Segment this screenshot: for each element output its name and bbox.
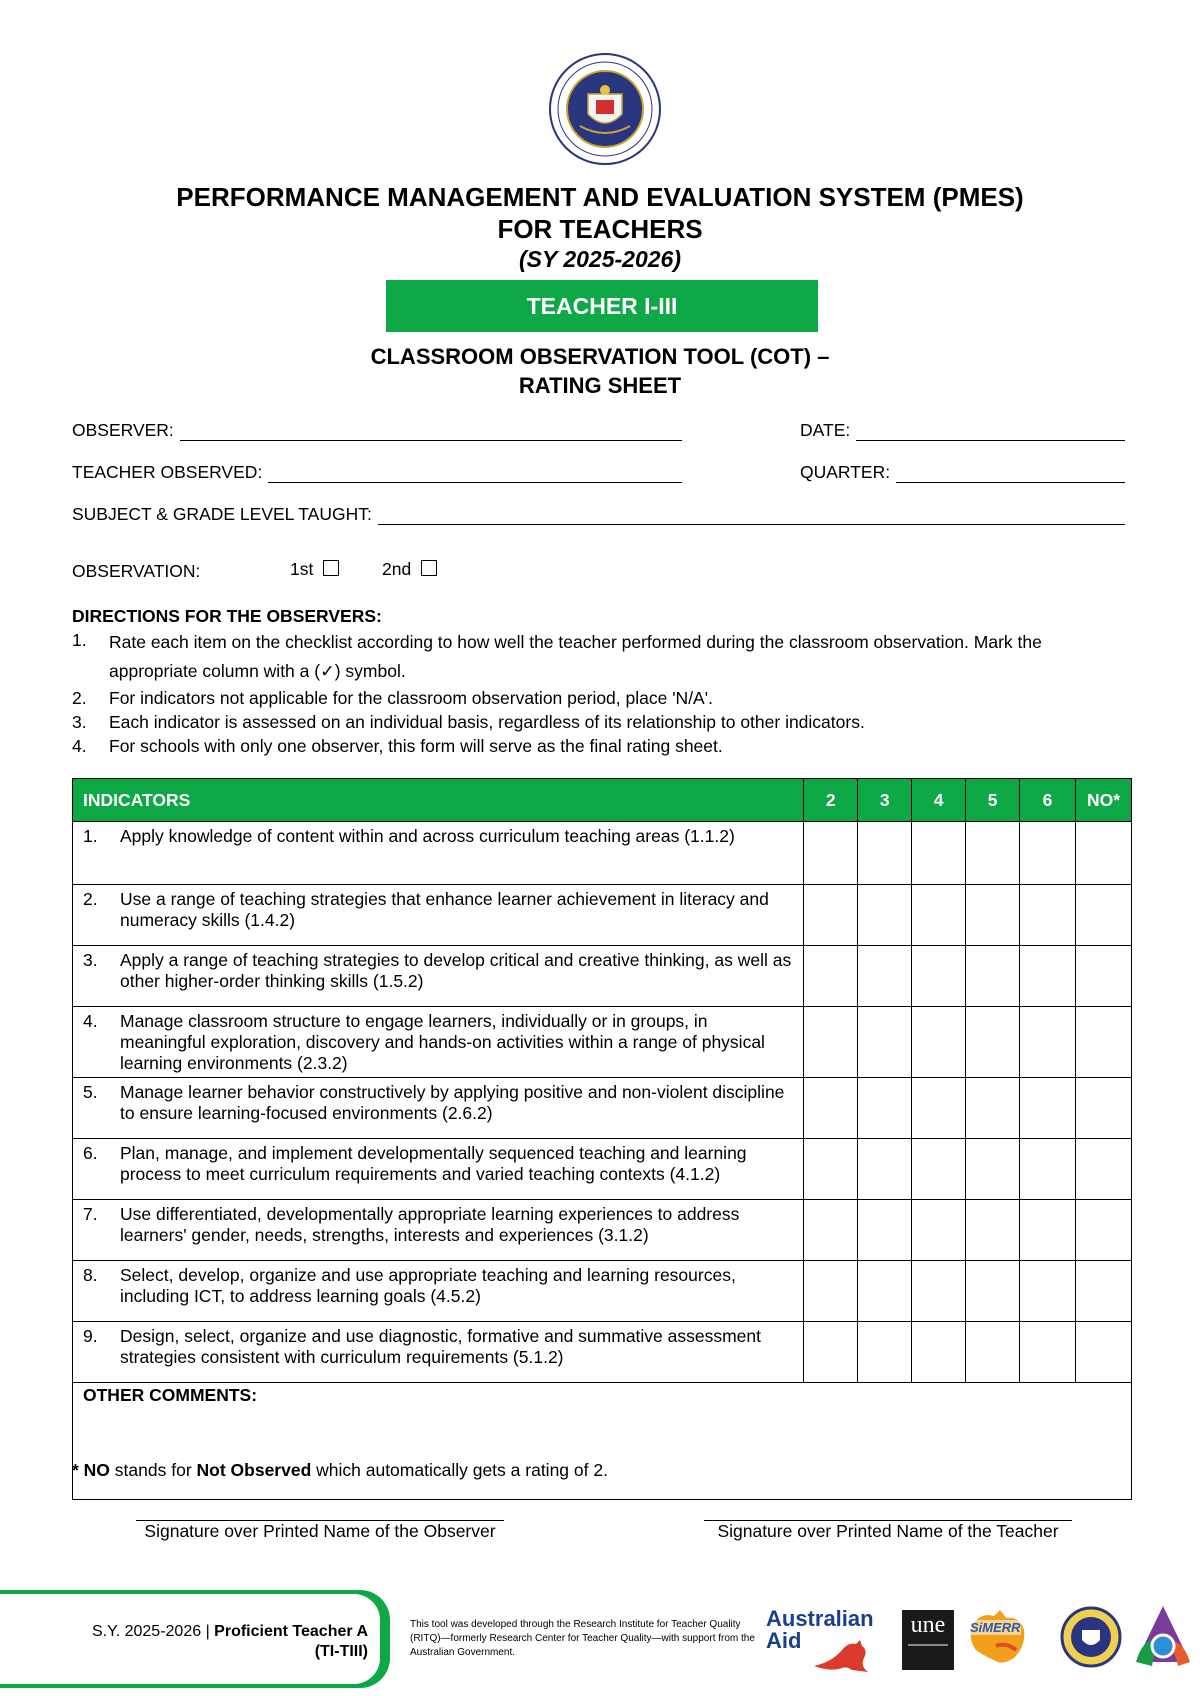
note-rest: which automatically gets a rating of 2. [311, 1460, 608, 1480]
table-row [73, 1007, 1132, 1078]
teacher-observed-label: TEACHER OBSERVED: [72, 462, 263, 482]
rating-cell-4[interactable] [912, 1007, 966, 1078]
table-row [73, 946, 1132, 1007]
indicator-content [83, 950, 793, 992]
rating-cell-6[interactable] [1020, 822, 1076, 885]
aus-aid-line2: Aid [766, 1628, 802, 1653]
ritq-logo [1132, 1604, 1194, 1670]
rating-cell-5[interactable] [966, 822, 1020, 885]
aus-aid-line1: Australian [766, 1606, 874, 1631]
quarter-line[interactable] [896, 464, 1125, 483]
rating-cell-5[interactable] [966, 1261, 1020, 1322]
rating-cell-no[interactable] [1075, 1139, 1131, 1200]
indicator-content [83, 1011, 793, 1074]
directions-heading: DIRECTIONS FOR THE OBSERVERS: [72, 606, 382, 626]
rating-cell-6[interactable] [1020, 1139, 1076, 1200]
direction-text: Rate each item on the checklist according to how well the teacher performed during the classroom observation. Mark the appropriate column with a (✓) symbol. [109, 632, 1042, 681]
direction-item [72, 628, 1092, 686]
rating-cell-2[interactable] [804, 1200, 858, 1261]
table-row [73, 1200, 1132, 1261]
indicator-number: 2. [83, 889, 98, 909]
indicators-table [72, 778, 1132, 1500]
indicator-number: 6. [83, 1143, 98, 1163]
table-row [73, 885, 1132, 946]
rating-cell-2[interactable] [804, 822, 858, 885]
rating-cell-4[interactable] [912, 822, 966, 885]
indicator-cell [73, 885, 804, 946]
footer-school-year [62, 1622, 368, 1662]
header-rating-3: 3 [858, 779, 912, 822]
observation-first-label: 1st [290, 559, 314, 579]
rating-cell-no[interactable] [1075, 885, 1131, 946]
rating-cell-3[interactable] [858, 1139, 912, 1200]
direction-num: 2. [72, 688, 87, 708]
indicator-content [83, 889, 793, 931]
rating-cell-3[interactable] [858, 1200, 912, 1261]
direction-item [72, 710, 1092, 734]
direction-num: 3. [72, 712, 87, 732]
table-row [73, 1322, 1132, 1383]
note-stands-for: stands for [109, 1460, 197, 1480]
rating-cell-5[interactable] [966, 885, 1020, 946]
indicator-cell [73, 1261, 804, 1322]
note-no: * NO [72, 1460, 110, 1480]
rating-cell-6[interactable] [1020, 1007, 1076, 1078]
rating-cell-no[interactable] [1075, 1261, 1131, 1322]
date-line[interactable] [856, 422, 1125, 441]
indicator-number: 7. [83, 1204, 98, 1224]
australia-map-icon [966, 1606, 1030, 1670]
indicator-text: Plan, manage, and implement developmentally sequenced teaching and learning process to meet curriculum requirements and varied teaching contexts (4.1.2) [120, 1143, 747, 1184]
rating-cell-4[interactable] [912, 1261, 966, 1322]
teacher-signature-label: Signature over Printed Name of the Teacher [717, 1521, 1059, 1541]
rating-cell-5[interactable] [966, 1139, 1020, 1200]
rating-cell-6[interactable] [1020, 946, 1076, 1007]
observation-first[interactable] [290, 559, 339, 580]
indicator-cell [73, 946, 804, 1007]
date-label: DATE: [800, 420, 851, 440]
header-not-observed: NO* [1075, 779, 1131, 822]
indicator-number: 8. [83, 1265, 98, 1285]
deped-seal [548, 52, 662, 166]
australian-aid-logo [766, 1608, 886, 1678]
direction-text: For schools with only one observer, this form will serve as the final rating sheet. [109, 736, 723, 756]
school-year: (SY 2025-2026) [519, 246, 681, 272]
indicator-cell [73, 1200, 804, 1261]
rating-cell-2[interactable] [804, 1139, 858, 1200]
indicator-cell [73, 1078, 804, 1139]
rating-cell-2[interactable] [804, 1322, 858, 1383]
teacher-observed-line[interactable] [268, 464, 682, 483]
rating-cell-3[interactable] [858, 885, 912, 946]
indicator-content [83, 1204, 793, 1246]
rating-cell-3[interactable] [858, 1322, 912, 1383]
direction-item [72, 686, 1092, 710]
table-row [73, 1078, 1132, 1139]
rating-cell-4[interactable] [912, 946, 966, 1007]
rating-cell-3[interactable] [858, 946, 912, 1007]
indicator-text: Design, select, organize and use diagnostic, formative and summative assessment strategies consistent with curriculum requirements (5.1.2) [120, 1326, 762, 1367]
une-text: une [910, 1612, 946, 1638]
rating-cell-no[interactable] [1075, 1322, 1131, 1383]
indicator-number: 4. [83, 1011, 98, 1031]
direction-num: 4. [72, 736, 87, 756]
observation-second-label: 2nd [382, 559, 412, 579]
subject-grade-label: SUBJECT & GRADE LEVEL TAUGHT: [72, 504, 372, 524]
rating-cell-5[interactable] [966, 946, 1020, 1007]
indicator-content [83, 1326, 793, 1368]
deped-seal-small [1060, 1606, 1122, 1668]
observation-first-checkbox[interactable] [323, 560, 339, 576]
document-title: PERFORMANCE MANAGEMENT AND EVALUATION SYSTEM (PMES) [176, 182, 1024, 212]
indicator-content [83, 1265, 793, 1307]
observation-label: OBSERVATION: [72, 561, 201, 581]
teacher-level-banner: TEACHER I-III [386, 280, 818, 332]
cot-subtitle: RATING SHEET [518, 373, 682, 398]
indicator-text: Apply a range of teaching strategies to develop critical and creative thinking, as well as other higher-order thinking skills (1.5.2) [120, 950, 792, 991]
simerr-text: SiMERR [970, 1620, 1021, 1635]
observer-label: OBSERVER: [72, 420, 174, 440]
header-rating-4: 4 [912, 779, 966, 822]
header-indicators: INDICATORS [73, 779, 804, 822]
rating-cell-3[interactable] [858, 1007, 912, 1078]
rating-cell-4[interactable] [912, 1200, 966, 1261]
rating-cell-2[interactable] [804, 885, 858, 946]
indicator-cell [73, 1139, 804, 1200]
subject-grade-line[interactable] [378, 506, 1125, 525]
rating-cell-no[interactable] [1075, 1200, 1131, 1261]
footer-note: This tool was developed through the Research Institute for Teacher Quality (RITQ)—formerly Research Center for Teacher Quality—with support from the Australian Government. [410, 1619, 755, 1658]
header-rating-2: 2 [804, 779, 858, 822]
indicator-number: 1. [83, 826, 98, 846]
not-observed-note [72, 1460, 608, 1481]
document-title-line2: FOR TEACHERS [497, 214, 703, 244]
indicator-text: Apply knowledge of content within and across curriculum teaching areas (1.1.2) [120, 826, 735, 846]
direction-text: Each indicator is assessed on an individual basis, regardless of its relationship to other indicators. [109, 712, 865, 732]
simerr-logo [966, 1606, 1030, 1670]
header-rating-6: 6 [1020, 779, 1076, 822]
footer-level: Proficient Teacher A [214, 1623, 368, 1640]
direction-item [72, 734, 1092, 758]
rating-cell-3[interactable] [858, 822, 912, 885]
observation-second-checkbox[interactable] [421, 560, 437, 576]
comments-cell[interactable] [73, 1383, 1132, 1500]
kangaroo-icon [812, 1636, 878, 1676]
rating-cell-2[interactable] [804, 1261, 858, 1322]
rating-cell-3[interactable] [858, 1261, 912, 1322]
une-logo [902, 1610, 954, 1670]
observer-signature-label: Signature over Printed Name of the Observer [144, 1521, 496, 1541]
indicator-content [83, 1082, 793, 1124]
indicator-number: 3. [83, 950, 98, 970]
rating-cell-5[interactable] [966, 1078, 1020, 1139]
indicator-number: 9. [83, 1326, 98, 1346]
rating-cell-6[interactable] [1020, 1322, 1076, 1383]
indicator-text: Use differentiated, developmentally appropriate learning experiences to address learners' gender, needs, strengths, interests and experiences (3.1.2) [120, 1204, 740, 1245]
rating-cell-no[interactable] [1075, 946, 1131, 1007]
rating-cell-5[interactable] [966, 1322, 1020, 1383]
indicator-text: Select, develop, organize and use appropriate teaching and learning resources, including ICT, to address learning goals (4.5.2) [120, 1265, 736, 1306]
rating-cell-4[interactable] [912, 1322, 966, 1383]
directions-list [72, 628, 1092, 758]
rating-cell-4[interactable] [912, 1078, 966, 1139]
note-not-observed: Not Observed [196, 1460, 312, 1480]
rating-cell-6[interactable] [1020, 1078, 1076, 1139]
rating-cell-4[interactable] [912, 885, 966, 946]
quarter-field[interactable] [800, 462, 1125, 483]
rating-cell-3[interactable] [858, 1078, 912, 1139]
teacher-signature[interactable] [704, 1520, 1072, 1542]
rating-cell-5[interactable] [966, 1007, 1020, 1078]
quarter-label: QUARTER: [800, 462, 891, 482]
indicator-text: Use a range of teaching strategies that enhance learner achievement in literacy and numeracy skills (1.4.2) [120, 889, 769, 930]
comments-label: OTHER COMMENTS: [83, 1385, 258, 1405]
rating-cell-4[interactable] [912, 1139, 966, 1200]
subject-grade-field[interactable] [72, 504, 1125, 525]
indicator-text: Manage classroom structure to engage learners, individually or in groups, in meaningful exploration, discovery and hands-on activities within a range of physical learning environments (2.3.2) [120, 1011, 765, 1073]
rating-cell-2[interactable] [804, 1078, 858, 1139]
cot-title: CLASSROOM OBSERVATION TOOL (COT) – [370, 344, 830, 369]
indicator-cell [73, 822, 804, 885]
indicator-content [83, 1143, 793, 1185]
observation-second[interactable] [382, 559, 437, 580]
rating-cell-no[interactable] [1075, 822, 1131, 885]
indicator-number: 5. [83, 1082, 98, 1102]
observer-field[interactable] [72, 420, 682, 441]
date-field[interactable] [800, 420, 1125, 441]
rating-cell-5[interactable] [966, 1200, 1020, 1261]
header-rating-5: 5 [966, 779, 1020, 822]
indicator-text: Manage learner behavior constructively by applying positive and non-violent discipline to ensure learning-focused environments (2.6.2) [120, 1082, 785, 1123]
rating-cell-6[interactable] [1020, 1200, 1076, 1261]
direction-num: 1. [72, 630, 87, 650]
observer-line[interactable] [180, 422, 682, 441]
indicator-content [83, 826, 793, 847]
rating-cell-no[interactable] [1075, 1078, 1131, 1139]
observer-signature[interactable] [136, 1520, 504, 1542]
rating-cell-2[interactable] [804, 946, 858, 1007]
table-header-row [73, 779, 1132, 822]
indicator-cell [73, 1322, 804, 1383]
rating-cell-6[interactable] [1020, 885, 1076, 946]
table-row [73, 1139, 1132, 1200]
table-row [73, 822, 1132, 885]
rating-cell-6[interactable] [1020, 1261, 1076, 1322]
direction-text: For indicators not applicable for the classroom observation period, place 'N/A'. [109, 688, 713, 708]
indicator-cell [73, 1007, 804, 1078]
teacher-observed-field[interactable] [72, 462, 682, 483]
comments-row[interactable] [73, 1383, 1132, 1500]
footer-sy: S.Y. 2025-2026 | [91, 1623, 215, 1640]
rating-cell-2[interactable] [804, 1007, 858, 1078]
footer-level2: (TI-TIII) [314, 1643, 368, 1660]
table-row [73, 1261, 1132, 1322]
rating-cell-no[interactable] [1075, 1007, 1131, 1078]
